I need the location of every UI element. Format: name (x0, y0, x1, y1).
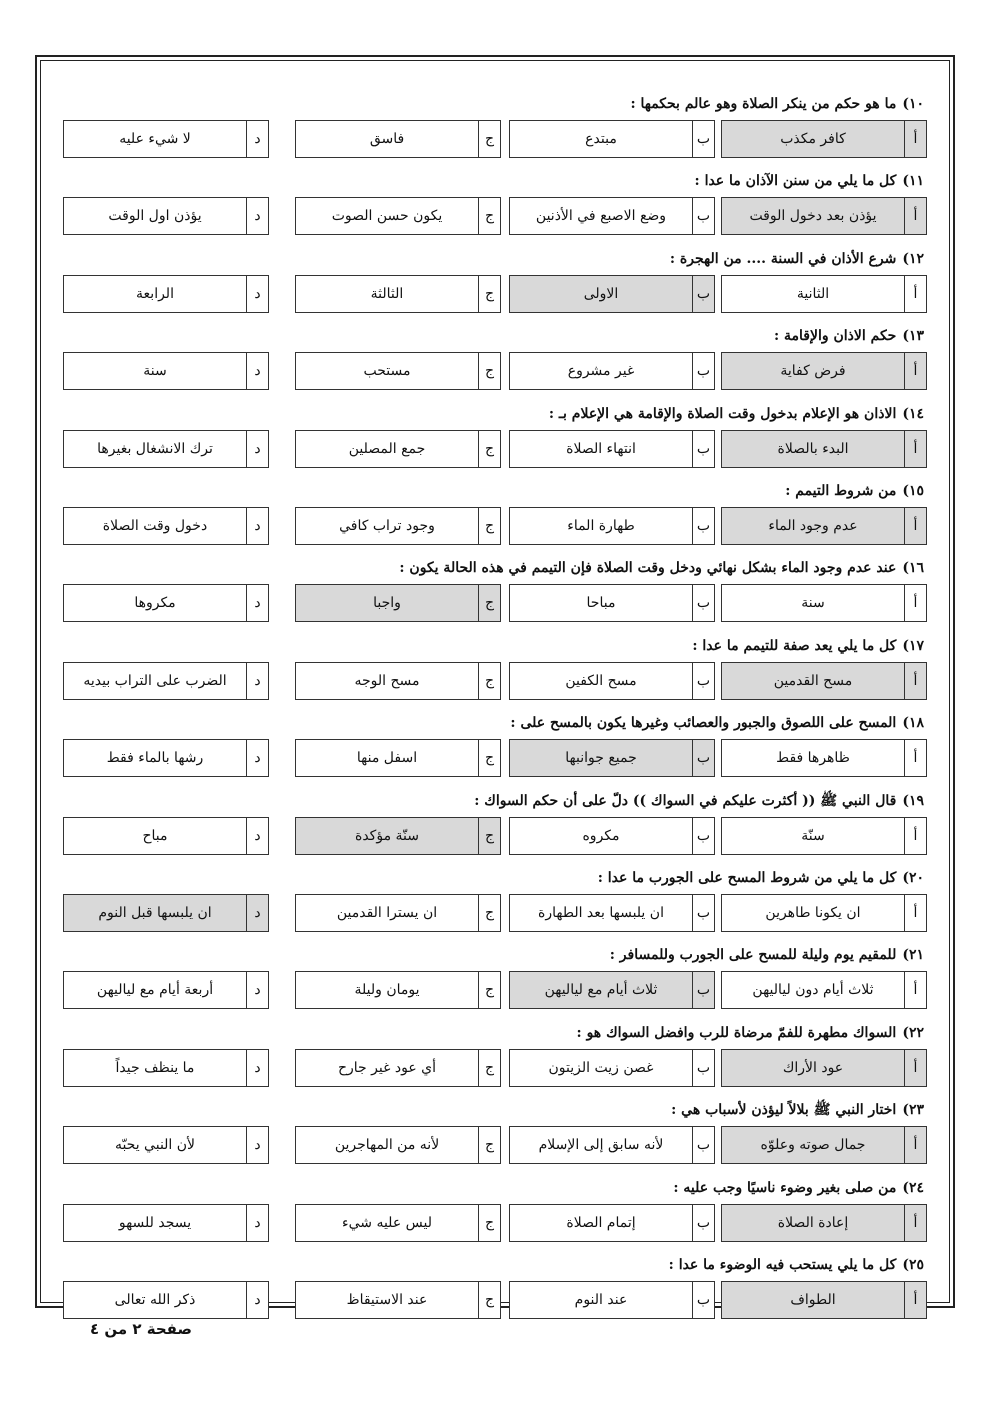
answer-option-d[interactable] (63, 352, 269, 390)
option-text: جمال صوته وعلوّه (760, 1137, 866, 1153)
question-number: ٢٣) (902, 1102, 924, 1118)
option-text: مكروها (134, 595, 176, 611)
question-number: ٢٤) (902, 1180, 924, 1196)
option-text: ان يسترا القدمين (336, 905, 438, 921)
answer-option-a[interactable] (721, 971, 927, 1009)
question-text (673, 1178, 924, 1198)
question-number: ١٦) (902, 560, 924, 576)
question-number: ٢٥) (902, 1257, 924, 1273)
option-letter: د (246, 1282, 268, 1318)
option-text: طهارة الماء (567, 518, 635, 534)
answer-option-a[interactable] (721, 662, 927, 700)
page-number: صفحة ٢ من ٤ (90, 1320, 192, 1338)
option-letter: د (246, 508, 268, 544)
option-text: كافر مكذب (780, 131, 846, 147)
option-letter: د (246, 121, 268, 157)
question-block (60, 945, 930, 1023)
option-letter: د (246, 585, 268, 621)
option-text: مسح القدمين (773, 673, 853, 689)
answer-option-b[interactable] (509, 120, 715, 158)
option-letter: د (246, 895, 268, 931)
option-letter: ب (692, 740, 714, 776)
option-letter: أ (904, 508, 926, 544)
answer-option-a[interactable] (721, 1204, 927, 1242)
question-block (60, 1023, 930, 1101)
question-number: ١١) (902, 173, 924, 189)
option-letter: د (246, 353, 268, 389)
question-prompt: للمقيم يوم وليلة للمسح على الجورب وللمسافر : (609, 947, 897, 963)
question-text (630, 94, 924, 114)
option-text: مباحا (586, 595, 616, 611)
option-letter: ج (478, 121, 500, 157)
answer-option-d[interactable] (63, 1126, 269, 1164)
answer-option-b[interactable] (509, 507, 715, 545)
option-letter: ب (692, 508, 714, 544)
option-letter: ب (692, 895, 714, 931)
option-text: سنّة (801, 828, 825, 844)
question-block (60, 326, 930, 404)
option-letter: د (246, 276, 268, 312)
option-letter: أ (904, 895, 926, 931)
answer-option-c[interactable] (295, 507, 501, 545)
option-letter: ج (478, 353, 500, 389)
answer-option-b[interactable] (509, 894, 715, 932)
question-text (695, 171, 924, 191)
option-text: البدء بالصلاة (777, 441, 849, 457)
option-text: أربعة أيام مع لياليهن (96, 982, 214, 998)
option-letter: أ (904, 972, 926, 1008)
question-block (60, 249, 930, 327)
option-text: سنة (143, 363, 167, 379)
answer-option-b[interactable] (509, 971, 715, 1009)
option-letter: ج (478, 663, 500, 699)
option-text: عند الاستيقاظ (346, 1292, 428, 1308)
option-letter: ب (692, 276, 714, 312)
option-letter: د (246, 431, 268, 467)
option-text: مسح الوجه (354, 673, 420, 689)
option-text: عند النوم (574, 1292, 628, 1308)
answer-option-d[interactable] (63, 275, 269, 313)
question-block (60, 558, 930, 636)
option-text: واجبا (373, 595, 401, 611)
option-text: لأنه سابق إلى الإسلام (538, 1137, 664, 1153)
option-letter: د (246, 663, 268, 699)
question-text (549, 404, 924, 424)
option-letter: أ (904, 121, 926, 157)
question-block (60, 1178, 930, 1256)
option-text: انتهاء الصلاة (566, 441, 636, 457)
option-text: عود الأراك (782, 1060, 844, 1076)
option-text: مكروه (582, 828, 620, 844)
answer-option-c[interactable] (295, 1204, 501, 1242)
option-letter: ج (478, 1127, 500, 1163)
option-text: ترك الانشغال بغيرها (97, 441, 213, 457)
answer-option-b[interactable] (509, 1281, 715, 1319)
answer-option-c[interactable] (295, 1049, 501, 1087)
option-text: عدم وجود الماء (768, 518, 858, 534)
option-text: ثلاث أيام مع لياليهن (544, 982, 658, 998)
answer-option-c[interactable] (295, 352, 501, 390)
option-text: لأنه من المهاجرين (334, 1137, 440, 1153)
question-block (60, 171, 930, 249)
question-text (577, 1023, 924, 1043)
option-text: الثالثة (370, 286, 404, 302)
question-number: ١٥) (902, 483, 924, 499)
answer-option-b[interactable] (509, 1204, 715, 1242)
question-prompt: من شروط التيمم : (785, 483, 897, 499)
question-block (60, 713, 930, 791)
answer-option-d[interactable] (63, 120, 269, 158)
option-text: ان يكونا طاهرين (765, 905, 861, 921)
answer-option-b[interactable] (509, 584, 715, 622)
option-text: سنة (801, 595, 825, 611)
option-text: يؤذن بعد دخول الوقت (749, 208, 877, 224)
answer-option-c[interactable] (295, 662, 501, 700)
option-text: مبتدع (585, 131, 617, 147)
answer-option-d[interactable] (63, 507, 269, 545)
option-text: فاسق (369, 131, 405, 147)
question-number: ١٣) (902, 328, 924, 344)
option-letter: د (246, 1205, 268, 1241)
option-text: الضرب على التراب بيديه (83, 673, 227, 689)
question-text (774, 326, 924, 346)
question-text (598, 868, 924, 888)
question-prompt: اختار النبي ﷺ بلالاً ليؤذن لأسباب هي : (671, 1102, 897, 1118)
option-letter: ب (692, 972, 714, 1008)
answer-option-a[interactable] (721, 430, 927, 468)
option-letter: ب (692, 585, 714, 621)
answer-option-c[interactable] (295, 739, 501, 777)
option-text: ثلاث أيام دون لياليهن (752, 982, 874, 998)
answer-option-c[interactable] (295, 971, 501, 1009)
option-text: إتمام الصلاة (566, 1215, 636, 1231)
option-letter: أ (904, 1127, 926, 1163)
answer-option-a[interactable] (721, 894, 927, 932)
option-text: ظاهرها فقط (776, 750, 850, 766)
answer-option-a[interactable] (721, 1281, 927, 1319)
option-letter: أ (904, 663, 926, 699)
option-letter: ج (478, 740, 500, 776)
question-number: ١٩) (902, 793, 924, 809)
answer-option-b[interactable] (509, 817, 715, 855)
answer-option-c[interactable] (295, 894, 501, 932)
option-text: الطواف (790, 1292, 836, 1308)
answer-option-b[interactable] (509, 352, 715, 390)
question-number: ١٧) (902, 638, 924, 654)
option-letter: ب (692, 198, 714, 234)
question-text (610, 945, 924, 965)
option-text: ان يلبسها قبل النوم (98, 905, 212, 921)
option-letter: ب (692, 353, 714, 389)
question-prompt: كل ما يلي من شروط المسح على الجورب ما عدا : (597, 870, 897, 886)
option-letter: أ (904, 1282, 926, 1318)
answer-option-b[interactable] (509, 275, 715, 313)
answer-option-d[interactable] (63, 584, 269, 622)
answer-option-d[interactable] (63, 430, 269, 468)
option-letter: ج (478, 508, 500, 544)
answer-option-b[interactable] (509, 197, 715, 235)
question-prompt: ما هو حكم من ينكر الصلاة وهو عالم بحكمها : (630, 96, 897, 112)
answer-option-c[interactable] (295, 275, 501, 313)
option-text: يومان وليلة (354, 982, 420, 998)
option-text: جميع جوانبها (565, 750, 637, 766)
answer-option-d[interactable] (63, 817, 269, 855)
option-letter: ج (478, 198, 500, 234)
option-text: سنّة مؤكدة (355, 828, 419, 844)
question-block (60, 481, 930, 559)
question-text (669, 1255, 924, 1275)
answer-option-b[interactable] (509, 662, 715, 700)
answer-option-a[interactable] (721, 120, 927, 158)
option-letter: ج (478, 818, 500, 854)
question-text (671, 1100, 924, 1120)
question-text (399, 558, 924, 578)
option-letter: ب (692, 431, 714, 467)
option-letter: ج (478, 1282, 500, 1318)
question-prompt: كل ما يلي يعد صفة للتيمم ما عدا : (692, 638, 897, 654)
question-block (60, 404, 930, 482)
question-prompt: شرع الأذان في السنة .... من الهجرة : (669, 251, 897, 267)
option-letter: ج (478, 276, 500, 312)
option-letter: أ (904, 353, 926, 389)
answer-option-c[interactable] (295, 1126, 501, 1164)
answer-option-c[interactable] (295, 120, 501, 158)
answer-option-a[interactable] (721, 275, 927, 313)
option-text: غير مشروع (567, 363, 635, 379)
option-text: ليس عليه شيء (342, 1215, 432, 1231)
question-text (670, 249, 924, 269)
question-prompt: عند عدم وجود الماء بشكل نهائي ودخل وقت الصلاة فإن التيمم في هذه الحالة يكون : (399, 560, 897, 576)
option-text: الاولى (583, 286, 619, 302)
answer-option-b[interactable] (509, 430, 715, 468)
option-text: وضع الاصبع في الأذنين (535, 208, 667, 224)
answer-option-c[interactable] (295, 1281, 501, 1319)
option-letter: ب (692, 1205, 714, 1241)
option-text: ذكر الله تعالى (114, 1292, 196, 1308)
question-prompt: السواك مطهرة للفمّ مرضاة للرب وافضل السواك هو : (576, 1025, 897, 1041)
option-letter: د (246, 818, 268, 854)
option-text: لا شيء عليه (119, 131, 191, 147)
question-number: ١٢) (902, 251, 924, 267)
question-prompt: كل ما يلي يستحب فيه الوضوء ما عدا : (668, 1257, 897, 1273)
option-text: إعادة الصلاة (777, 1215, 849, 1231)
option-text: مسح الكفين (565, 673, 637, 689)
question-text (692, 636, 924, 656)
option-text: اسفل منها (356, 750, 418, 766)
option-text: وجود تراب كافي (339, 518, 435, 534)
option-letter: ب (692, 663, 714, 699)
option-letter: د (246, 972, 268, 1008)
option-letter: أ (904, 198, 926, 234)
option-letter: ب (692, 121, 714, 157)
option-text: مستحب (363, 363, 411, 379)
answer-option-b[interactable] (509, 1126, 715, 1164)
answer-option-a[interactable] (721, 817, 927, 855)
option-text: ان يلبسها بعد الطهارة (538, 905, 664, 921)
answer-option-a[interactable] (721, 584, 927, 622)
option-letter: ج (478, 972, 500, 1008)
answer-option-c[interactable] (295, 430, 501, 468)
answer-option-a[interactable] (721, 507, 927, 545)
option-text: يؤذن اول الوقت (108, 208, 202, 224)
option-text: دخول وقت الصلاة (102, 518, 208, 534)
question-prompt: كل ما يلي من سنن الآذان ما عدا : (694, 173, 897, 189)
answer-option-d[interactable] (63, 739, 269, 777)
question-text (510, 713, 924, 733)
answer-option-a[interactable] (721, 352, 927, 390)
option-text: يسجد للسهو (118, 1215, 192, 1231)
option-letter: ب (692, 818, 714, 854)
option-text: يكون حسن الصوت (331, 208, 443, 224)
answer-option-a[interactable] (721, 739, 927, 777)
option-letter: د (246, 1050, 268, 1086)
answer-option-d[interactable] (63, 1049, 269, 1087)
option-text: مباح (142, 828, 168, 844)
question-block (60, 636, 930, 714)
answer-option-d[interactable] (63, 971, 269, 1009)
option-letter: ج (478, 431, 500, 467)
question-text (474, 791, 924, 811)
answer-option-c[interactable] (295, 817, 501, 855)
question-prompt: قال النبي ﷺ (( أكثرت عليكم في السواك )) دلّ على أن حكم السواك : (474, 793, 897, 809)
question-number: ١٨) (902, 715, 924, 731)
option-letter: أ (904, 1050, 926, 1086)
option-letter: ج (478, 895, 500, 931)
answer-option-d[interactable] (63, 894, 269, 932)
answer-option-a[interactable] (721, 1049, 927, 1087)
option-text: الرابعة (136, 286, 174, 302)
option-letter: د (246, 740, 268, 776)
option-text: الثانية (796, 286, 830, 302)
answer-option-d[interactable] (63, 662, 269, 700)
question-prompt: من صلى بغير وضوء ناسيًا وجب عليه : (673, 1180, 897, 1196)
option-text: غصن زيت الزيتون (548, 1060, 654, 1076)
answer-option-c[interactable] (295, 584, 501, 622)
option-letter: أ (904, 740, 926, 776)
answer-option-b[interactable] (509, 739, 715, 777)
option-letter: د (246, 198, 268, 234)
option-text: فرض كفاية (780, 363, 846, 379)
option-letter: أ (904, 1205, 926, 1241)
option-text: لأن النبي يحبّه (114, 1137, 196, 1153)
question-number: ٢١) (902, 947, 924, 963)
answer-option-d[interactable] (63, 197, 269, 235)
option-letter: ج (478, 1050, 500, 1086)
question-number: ١٤) (902, 406, 924, 422)
answer-option-a[interactable] (721, 197, 927, 235)
option-letter: أ (904, 585, 926, 621)
option-letter: أ (904, 818, 926, 854)
option-letter: ب (692, 1127, 714, 1163)
question-prompt: حكم الاذان والإقامة : (773, 328, 897, 344)
question-block (60, 868, 930, 946)
question-prompt: الاذان هو الإعلام بدخول وقت الصلاة والإقامة هي الإعلام بـ : (548, 406, 897, 422)
option-text: جمع المصلين (348, 441, 426, 457)
question-number: ١٠) (902, 96, 924, 112)
question-block (60, 791, 930, 869)
question-prompt: المسح على اللصوق والجبور والعصائب وغيرها يكون بالمسح على : (510, 715, 897, 731)
question-number: ٢٢) (902, 1025, 924, 1041)
option-letter: أ (904, 431, 926, 467)
question-number: ٢٠) (902, 870, 924, 886)
answer-option-b[interactable] (509, 1049, 715, 1087)
option-letter: ب (692, 1050, 714, 1086)
answer-option-a[interactable] (721, 1126, 927, 1164)
option-letter: أ (904, 276, 926, 312)
question-text (785, 481, 924, 501)
question-block (60, 1100, 930, 1178)
option-letter: ج (478, 585, 500, 621)
option-text: أي عود غير جارح (337, 1060, 436, 1076)
option-text: رشها بالماء فقط (106, 750, 204, 766)
option-letter: د (246, 1127, 268, 1163)
question-block (60, 94, 930, 172)
answer-option-d[interactable] (63, 1204, 269, 1242)
option-letter: ب (692, 1282, 714, 1318)
answer-option-c[interactable] (295, 197, 501, 235)
option-text: ما ينظف جيداً (115, 1060, 195, 1076)
answer-option-d[interactable] (63, 1281, 269, 1319)
option-letter: ج (478, 1205, 500, 1241)
